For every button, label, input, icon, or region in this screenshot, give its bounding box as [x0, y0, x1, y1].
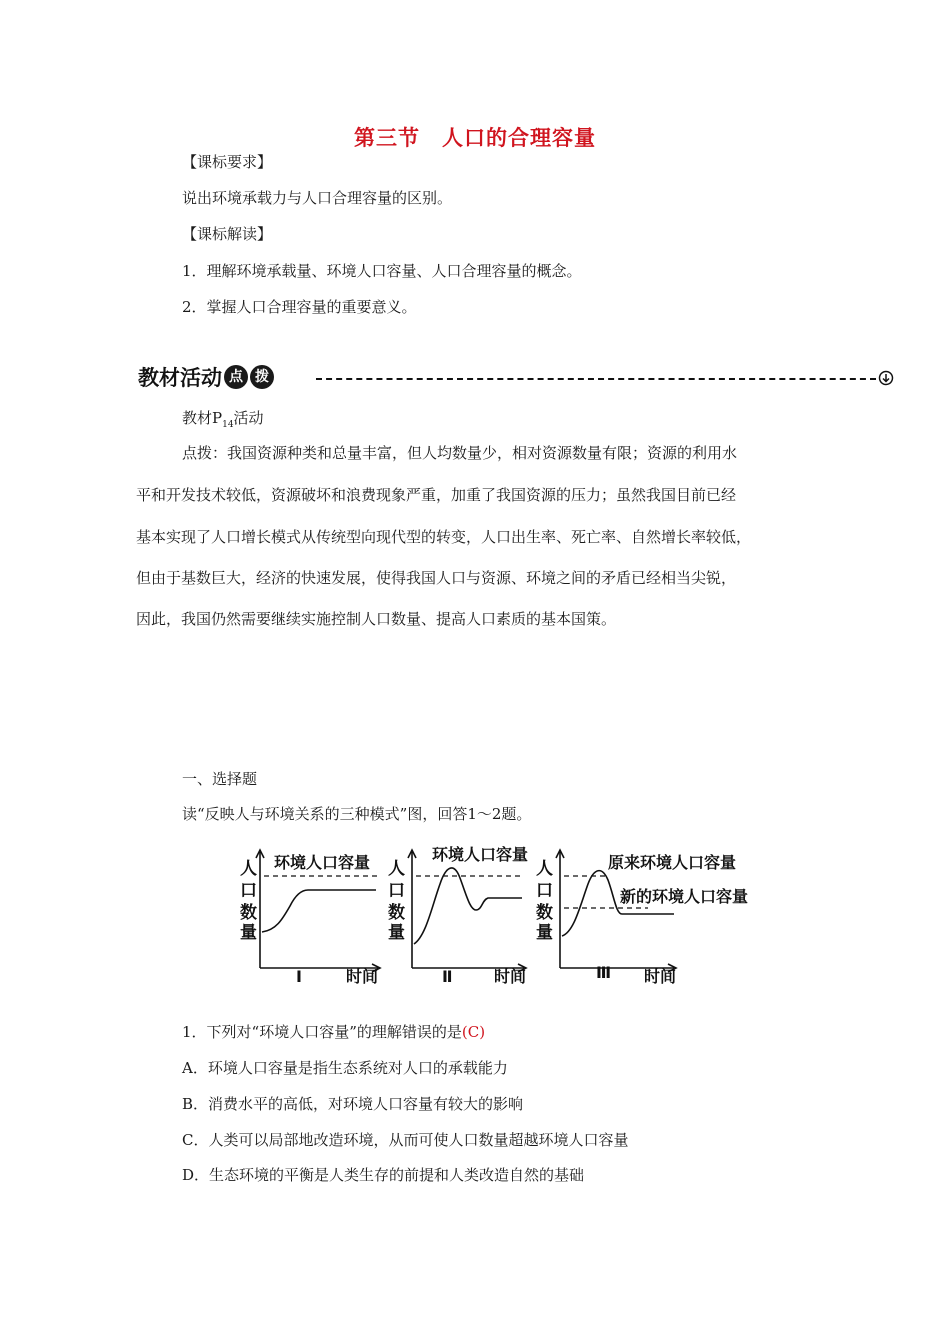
banner-char: 动: [201, 366, 222, 390]
panel-3-label-original: 原来环境人口容量: [608, 853, 737, 872]
panel-1-label: 环境人口容量: [274, 853, 371, 872]
panel-2-label: 环境人口容量: [432, 845, 529, 864]
arrow-down-circle-icon: [878, 370, 894, 386]
section-heading: 一、选择题: [182, 770, 258, 788]
question-1-option: B．消费水平的高低，对环境人口容量有较大的影响: [182, 1095, 524, 1113]
svg-text:人: 人: [388, 859, 405, 879]
interpretation-heading: 【课标解读】: [182, 225, 273, 243]
population-mode-figure: [228, 840, 770, 988]
activity-banner: [138, 362, 894, 396]
panel-3-label-new: 新的环境人口容量: [620, 887, 749, 906]
activity-label: 教材$P_{14}$活动: [182, 409, 264, 430]
activity-line: 平和开发技术较低，资源破坏和浪费现象严重，加重了我国资源的压力；虽然我国目前已经: [136, 486, 737, 504]
x-axis-label: 时间: [644, 967, 677, 986]
activity-line: 因此，我国仍然需要继续实施控制人口数量、提高人口素质的基本国策。: [136, 610, 617, 628]
banner-badge: 点: [224, 365, 248, 389]
banner-badge: 拨: [250, 365, 274, 389]
interpretation-item: 2．掌握人口合理容量的重要意义。: [182, 298, 417, 316]
panel-3: [536, 850, 748, 986]
svg-text:口: 口: [388, 881, 405, 901]
svg-text:数: 数: [240, 903, 257, 923]
activity-line: 基本实现了人口增长模式从传统型向现代型的转变，人口出生率、死亡率、自然增长率较低，: [136, 528, 752, 546]
svg-text:人: 人: [240, 859, 257, 879]
svg-text:量: 量: [388, 923, 405, 943]
banner-char: 材: [159, 366, 180, 390]
panel-2-numeral: Ⅱ: [442, 967, 453, 986]
requirement-text: 说出环境承载力与人口合理容量的区别。: [182, 189, 453, 207]
question-1-answer: (C): [461, 1023, 486, 1041]
panel-1: [240, 850, 380, 986]
svg-text:人: 人: [536, 859, 553, 879]
svg-text:口: 口: [240, 881, 257, 901]
requirement-heading: 【课标要求】: [182, 153, 273, 171]
question-1-option: A．环境人口容量是指生态系统对人口的承载能力: [182, 1059, 508, 1077]
panel-3-numeral: Ⅲ: [596, 963, 612, 982]
question-1-option: D．生态环境的平衡是人类生存的前提和人类改造自然的基础: [182, 1166, 585, 1184]
activity-line: 点拨：我国资源种类和总量丰富，但人均数量少，相对资源数量有限；资源的利用水: [182, 444, 738, 462]
x-axis-label: 时间: [494, 967, 527, 986]
question-1-stem: 1．下列对“环境人口容量”的理解错误的是(C): [182, 1023, 486, 1041]
x-axis-label: 时间: [346, 967, 379, 986]
panel-2: [388, 845, 528, 986]
svg-text:口: 口: [536, 881, 553, 901]
svg-text:量: 量: [240, 923, 257, 943]
activity-line: 但由于基数巨大，经济的快速发展，使得我国人口与资源、环境之间的矛盾已经相当尖锐，: [136, 569, 737, 587]
banner-char: 教: [138, 366, 159, 390]
panel-1-numeral: Ⅰ: [296, 967, 302, 986]
banner-char: 活: [180, 366, 201, 390]
page-title: 第三节 人口的合理容量: [354, 125, 596, 150]
svg-text:量: 量: [536, 923, 553, 943]
question-1-option: C．人类可以局部地改造环境，从而可使人口数量超越环境人口容量: [182, 1131, 629, 1149]
section-prompt: 读“反映人与环境关系的三种模式”图，回答1～2题。: [182, 805, 532, 823]
svg-text:数: 数: [536, 903, 553, 923]
interpretation-item: 1．理解环境承载量、环境人口容量、人口合理容量的概念。: [182, 262, 582, 280]
banner-dashed-line: [316, 378, 876, 380]
svg-text:数: 数: [388, 903, 405, 923]
